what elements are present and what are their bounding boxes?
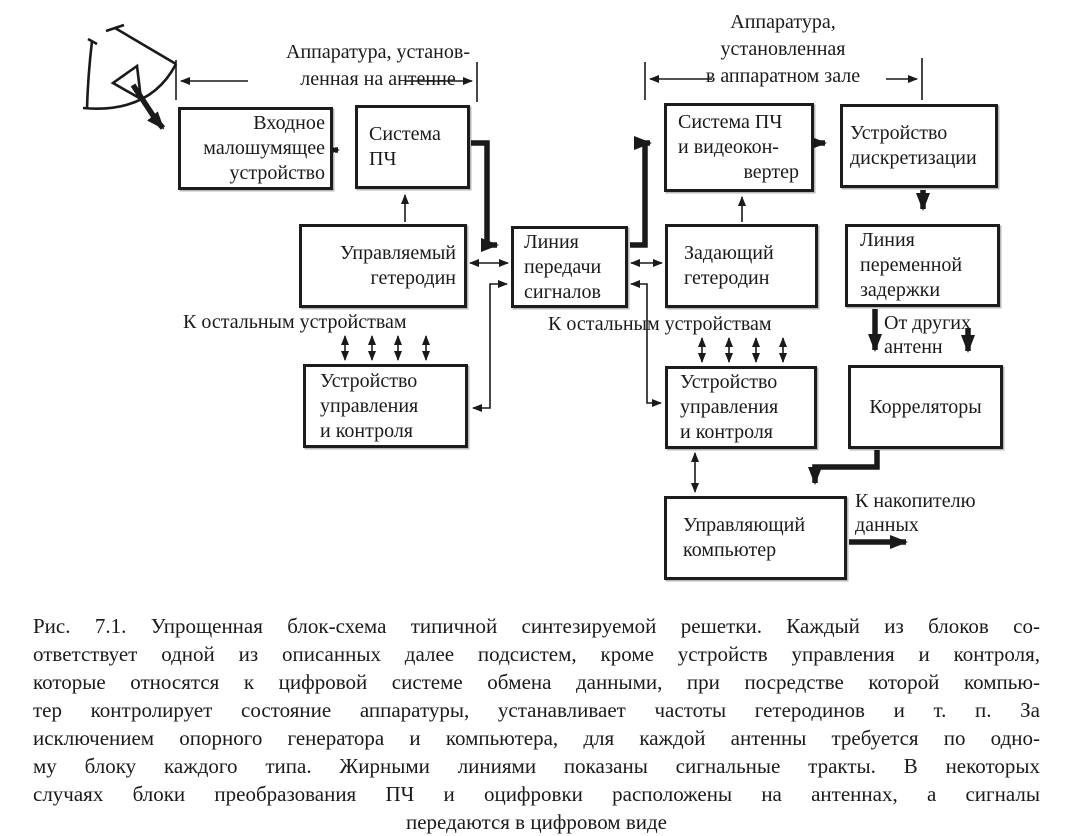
caption-line: Рис. 7.1. Упрощенная блок-схема типичной синтезируемой решетки. Каждый из блоков со- (33, 614, 1040, 638)
arrow-if-to-transmission (471, 143, 497, 245)
box-label-line: и контроля (680, 421, 774, 443)
box-label-line: управления (680, 396, 779, 418)
header-line: Аппаратура, установ- (286, 41, 470, 63)
caption-line: случаях блоки преобразования ПЧ и оцифровки расположены на антеннах, а сигналы (33, 782, 1040, 806)
box-control-monitor-left (303, 364, 468, 448)
box-signal-transmission-line (511, 226, 628, 308)
box-label-line: вертер (743, 161, 799, 183)
box-master-oscillator (665, 224, 818, 308)
box-label-line: дискретизации (850, 147, 977, 169)
box-label-line: передачи (524, 255, 602, 278)
box-label-line: Система (369, 123, 441, 145)
box-correlators (848, 365, 1003, 449)
box-sampling-device (840, 104, 998, 188)
box-label-line: сигналов (524, 280, 601, 303)
box-label-line: гетеродин (684, 267, 770, 289)
label-from-other-antennas (884, 311, 971, 359)
label-to-other-devices-left: К остальным устройствам (183, 311, 407, 333)
arrow-correlators-to-computer (815, 450, 877, 483)
label-to-data-storage (855, 489, 976, 537)
box-label-line: управления (320, 394, 419, 417)
antenna-dish-icon (83, 25, 176, 109)
label-to-other-devices-right: К остальным устройствам (548, 313, 772, 335)
box-label-line: Устройство (850, 122, 948, 144)
box-if-video-converter (664, 103, 814, 192)
dish-aperture-line (115, 28, 176, 64)
box-label-line: Корреляторы (869, 395, 982, 418)
box-control-computer (664, 496, 847, 580)
box-label-line: компьютер (683, 539, 777, 561)
box-control-monitor-right (665, 366, 817, 449)
arrow-transmission-control-right (631, 284, 661, 403)
arrow-transmission-control-left (473, 284, 507, 408)
box-if-system (355, 105, 470, 189)
box-label-line: малошумящее (203, 137, 325, 159)
box-label-line: Входное (253, 112, 325, 134)
header-line: ленная на антенне (300, 68, 456, 90)
figure-caption (33, 612, 1040, 836)
label-line: К накопителю (855, 490, 976, 512)
box-input-low-noise-device (178, 107, 333, 190)
label-line: От других (884, 312, 972, 334)
box-label-line: Устройство (680, 371, 778, 393)
label-line: данных (855, 514, 919, 536)
header-line: Аппаратура, (730, 11, 836, 33)
box-label-line: Линия (524, 230, 579, 253)
header-line: установленная (720, 38, 846, 60)
box-label-line: устройство (229, 162, 325, 184)
box-label-line: Управляемый (339, 242, 456, 264)
caption-line: ответствует одной из описанных далее подсистем, кроме устройств управления и контроля, (33, 642, 1040, 666)
caption-line: тер контролирует состояние аппаратуры, устанавливает частоты гетеродинов и т. п. За (33, 698, 1040, 722)
box-label-line: Управляющий (683, 514, 806, 536)
box-variable-delay-line (845, 224, 1000, 307)
box-label-line: Задающий (684, 242, 774, 264)
box-controlled-oscillator (299, 224, 467, 308)
arrow-transmission-to-ifvideo (630, 143, 650, 245)
caption-line: исключением опорного генератора и компьютера, для каждой антенны требуется по одно- (33, 726, 1040, 750)
dish-back-line (87, 41, 92, 108)
box-label-line: переменной (860, 254, 963, 276)
header-line: в аппаратном зале (705, 65, 861, 87)
box-label-line: и контроля (320, 419, 414, 442)
header-room-equipment (672, 9, 894, 90)
box-label-line: ПЧ (369, 148, 397, 170)
box-label-line: задержки (860, 279, 941, 301)
label-line: антенн (884, 336, 943, 358)
box-label-line: гетеродин (370, 267, 456, 289)
box-label-line: Система ПЧ (678, 111, 783, 133)
header-antenna-equipment (252, 39, 504, 93)
caption-line: му блоку каждого типа. Жирными линиями показаны сигнальные тракты. В некоторых (33, 754, 1040, 778)
box-label-line: Линия (860, 229, 915, 251)
box-label-line: и видеокон- (678, 136, 779, 158)
box-label-line: Устройство (320, 369, 418, 392)
caption-line: передаются в цифровом виде (405, 810, 667, 834)
caption-line: которые относятся к цифровой системе обмена данными, при посредстве которой компью- (33, 670, 1040, 694)
arrow-antenna-to-lna (133, 85, 163, 128)
